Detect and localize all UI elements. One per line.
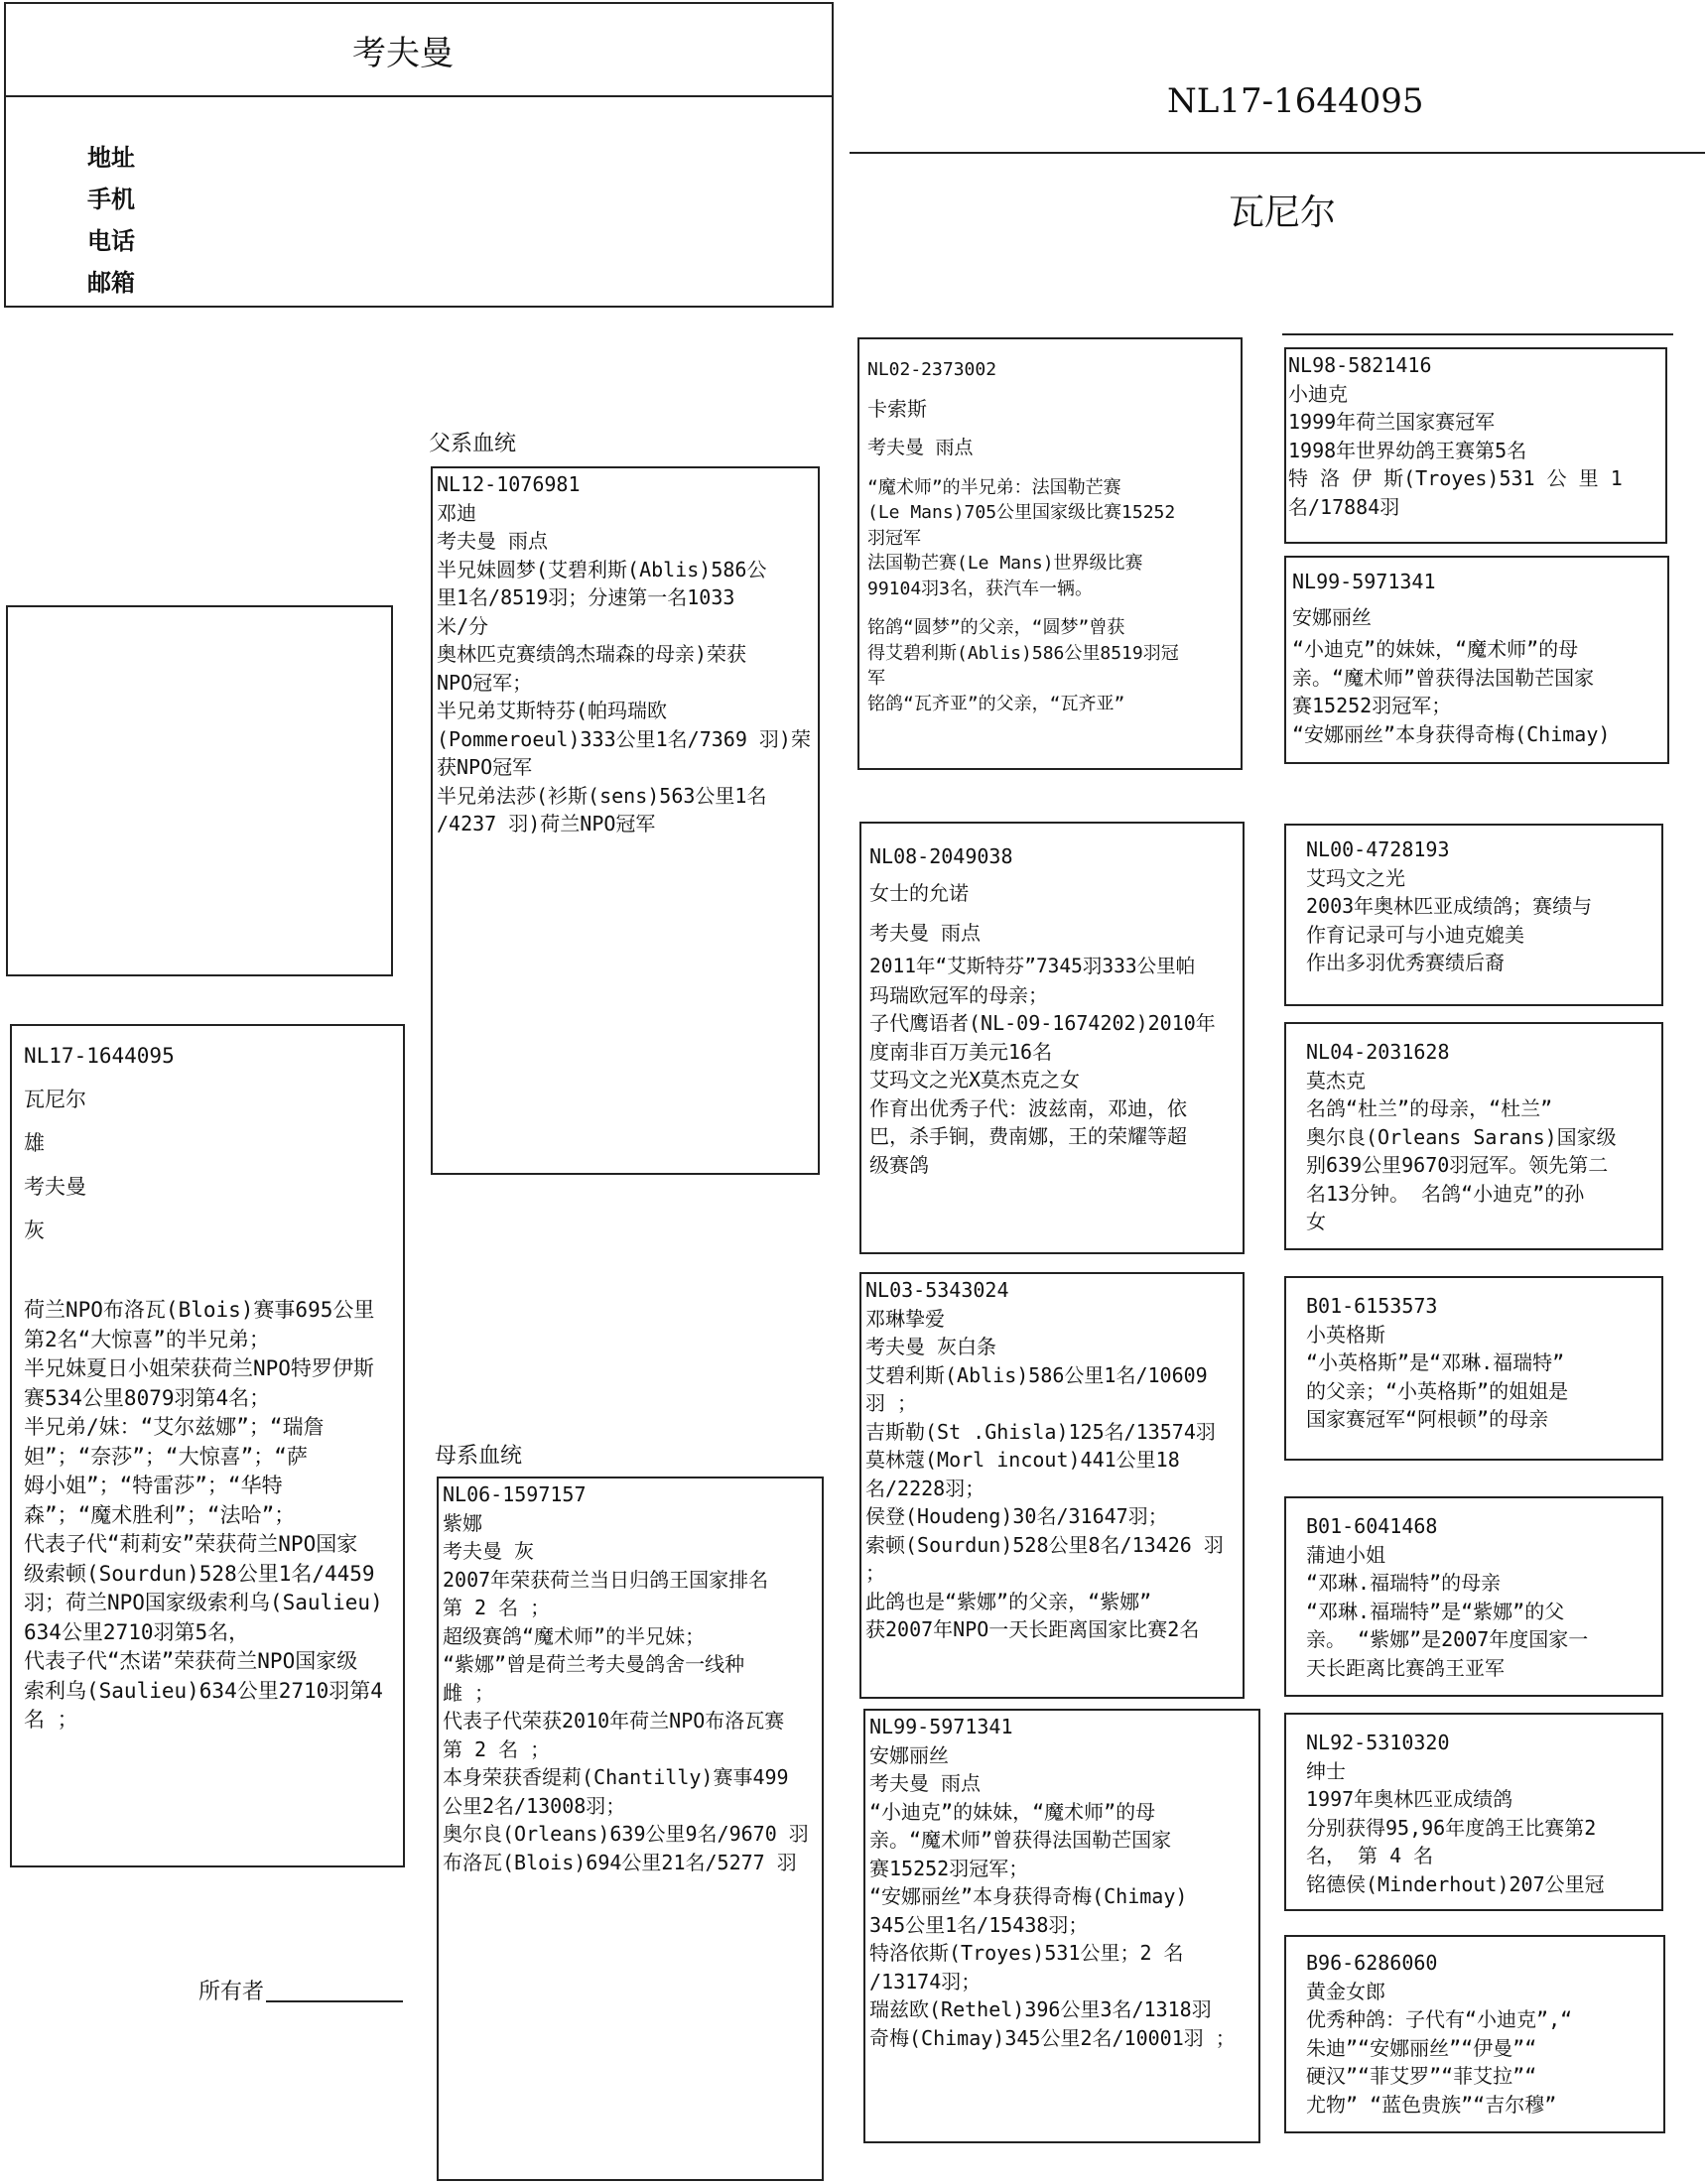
ggp-dds-line: 绅士 xyxy=(1306,1758,1346,1783)
owner-header-box xyxy=(4,2,834,308)
ggp-dss-line: 的父亲；“小英格斯”的姐姐是 xyxy=(1306,1378,1569,1403)
gp-dd-line: 安娜丽丝 xyxy=(869,1742,949,1767)
subject-note: 索利乌(Saulieu)634公里2710羽第4 xyxy=(24,1678,383,1703)
ggp-dds-line: 铭德侯(Minderhout)207公里冠 xyxy=(1306,1871,1605,1896)
sire-line: /4237 羽)荷兰NPO冠军 xyxy=(437,812,656,835)
gp-ss-line: 羽冠军 xyxy=(867,527,921,549)
title-rule xyxy=(850,152,1705,154)
gp-ss-line: 铭鸽“瓦齐亚”的父亲，“瓦齐亚” xyxy=(867,693,1125,714)
gp-sd-line: 子代鹰语者(NL-09-1674202)2010年 xyxy=(869,1011,1216,1035)
ggp-sss-line: 小迪克 xyxy=(1288,381,1348,406)
sire-line: 考夫曼 雨点 xyxy=(437,529,549,553)
sire-line: NL12-1076981 xyxy=(437,472,581,496)
ggp-sdd-card xyxy=(1284,1022,1663,1250)
ggp-sds-line: 作出多羽优秀赛绩后裔 xyxy=(1306,951,1505,974)
gp-ss-line: 考夫曼 雨点 xyxy=(867,437,974,458)
dam-line: 代表子代荣获2010年荷兰NPO布洛瓦赛 xyxy=(443,1709,785,1733)
ggp-dds-line: 名， 第 4 名 xyxy=(1306,1844,1434,1867)
gp-sd-line: 级赛鸽 xyxy=(869,1152,929,1177)
gp-ss-line: 得艾碧利斯(Ablis)586公里8519羽冠 xyxy=(867,642,1179,664)
gp-sd-line: 艾玛文之光X莫杰克之女 xyxy=(869,1068,1081,1092)
ggp-dss-line: 国家赛冠军“阿根顿”的母亲 xyxy=(1306,1407,1549,1431)
photo-frame xyxy=(6,605,393,976)
subject-note: 代表子代“杰诺”荣获荷兰NPO国家级 xyxy=(24,1649,358,1673)
gp-sd-line: 作育出优秀子代：波兹南，邓迪，依 xyxy=(869,1095,1187,1120)
gp-ds-line: 邓琳挚爱 xyxy=(865,1306,945,1331)
ggp-ssd-card xyxy=(1284,556,1669,764)
gp-ss-line: 法国勒芒赛(Le Mans)世界级比赛 xyxy=(867,553,1143,574)
ggp-dds-line: NL92-5310320 xyxy=(1306,1731,1450,1754)
gp-ss-line: (Le Mans)705公里国家级比赛15252 xyxy=(867,502,1176,523)
dam-line: 雌 ； xyxy=(443,1680,495,1705)
dam-card xyxy=(437,1477,824,2181)
ggp-dss-line: B01-6153573 xyxy=(1306,1294,1438,1318)
gp-ds-line: 索顿(Sourdun)528公里8名/13426 羽 xyxy=(865,1532,1224,1557)
subject-name: 瓦尼尔 xyxy=(24,1088,86,1111)
contact-labels xyxy=(87,137,135,304)
contact-label-email: 邮箱 xyxy=(87,269,135,297)
subject-sex: 雄 xyxy=(24,1131,45,1155)
sire-line: 获NPO冠军 xyxy=(437,755,533,779)
subject-ring: NL17-1644095 xyxy=(24,1044,175,1068)
ggp-sss-line: 名/17884羽 xyxy=(1288,494,1400,519)
ggp-ddd-line: 黄金女郎 xyxy=(1306,1979,1385,2003)
gp-ds-line: 名/2228羽； xyxy=(865,1476,985,1500)
subject-note: 赛534公里8079羽第4名； xyxy=(24,1385,271,1410)
sire-line: 半兄弟艾斯特芬(帕玛瑞欧 xyxy=(437,699,668,722)
dam-line: 第 2 名 ； xyxy=(443,1736,551,1761)
dam-line: 第 2 名 ； xyxy=(443,1596,551,1619)
contact-label-address: 地址 xyxy=(87,144,135,172)
gp-ds-line: 此鸽也是“紫娜”的父亲，“紫娜” xyxy=(865,1589,1152,1613)
contact-label-phone: 电话 xyxy=(87,227,135,255)
ggp-sds-line: NL00-4728193 xyxy=(1306,837,1450,861)
gp-ds-line: 莫林蔻(Morl incout)441公里18 xyxy=(865,1448,1180,1472)
sire-line: (Pommeroeul)333公里1名/7369 羽)荣 xyxy=(437,726,811,751)
ggp-dds-line: 分别获得95,96年度鸽王比赛第2 xyxy=(1306,1815,1597,1840)
dam-line: 公里2名/13008羽； xyxy=(443,1793,626,1818)
gp-dd-line: 赛15252羽冠军； xyxy=(869,1856,1029,1880)
gp-ss-line: 军 xyxy=(867,668,885,689)
gp-dd-line: 亲。“魔术师”曾获得法国勒芒国家 xyxy=(869,1828,1172,1852)
dam-line: 超级赛鸽“魔术师”的半兄妹； xyxy=(443,1623,706,1648)
gp-ds-line: 吉斯勒(St .Ghisla)125名/13574羽 xyxy=(865,1419,1216,1444)
grandsire-maternal-card xyxy=(859,1272,1245,1699)
ggp-ddd-line: 优秀种鸽：子代有“小迪克”,“ xyxy=(1306,2007,1573,2031)
subject-note: 级索顿(Sourdun)528公里1名/4459 xyxy=(24,1561,375,1586)
ggp-sdd-line: 名13分钟。 名鸽“小迪克”的孙 xyxy=(1306,1181,1585,1206)
gp-sd-line: NL08-2049038 xyxy=(869,844,1013,868)
ggp-sss-line: 特 洛 伊 斯(Troyes)531 公 里 1 xyxy=(1288,466,1623,490)
gp-sd-line: 巴，杀手锏，费南娜，王的荣耀等超 xyxy=(869,1124,1187,1148)
subject-note: 姆小姐”；“特雷莎”；“华特 xyxy=(24,1474,283,1497)
ggp-ssd-line: “小迪克”的妹妹，“魔术师”的母 xyxy=(1292,637,1579,661)
ggp-ddd-card xyxy=(1284,1935,1665,2133)
dam-line: 紫娜 xyxy=(443,1510,482,1535)
granddam-paternal-card xyxy=(859,822,1245,1254)
gp-ss-line: 卡索斯 xyxy=(867,396,927,421)
subject-note: 妲”；“奈莎”；“大惊喜”；“萨 xyxy=(24,1444,308,1469)
ggp-sss-line: 1999年荷兰国家赛冠军 xyxy=(1288,410,1496,434)
subject-breeder: 考夫曼 xyxy=(24,1175,86,1199)
dam-line: NL06-1597157 xyxy=(443,1482,587,1506)
subject-card xyxy=(10,1024,405,1867)
ggp-dsd-line: 亲。 “紫娜”是2007年度国家一 xyxy=(1306,1627,1589,1651)
gp-ds-line: ； xyxy=(865,1561,885,1585)
ggp-dsd-line: “邓琳.福瑞特”的母亲 xyxy=(1306,1571,1502,1595)
sire-line: 奥林匹克赛绩鸽杰瑞森的母亲)荣获 xyxy=(437,642,747,666)
ggp-dds-card xyxy=(1284,1713,1663,1911)
gp-dd-line: 特洛依斯(Troyes)531公里；2 名 xyxy=(869,1941,1184,1965)
dam-line: 布洛瓦(Blois)694公里21名/5277 羽 xyxy=(443,1850,797,1874)
subject-note: 名 ； xyxy=(24,1708,78,1732)
gp-ds-line: 获2007年NPO一天长距离国家比赛2名 xyxy=(865,1617,1200,1641)
subject-notes xyxy=(24,1296,391,1735)
ggp-ddd-line: 朱迪”“安娜丽丝”“伊曼”“ xyxy=(1306,2035,1537,2060)
gp-dd-line: 345公里1名/15438羽； xyxy=(869,1912,1089,1937)
gp-dd-line: 奇梅(Chimay)345公里2名/10001羽 ； xyxy=(869,2025,1236,2050)
sire-line: NPO冠军； xyxy=(437,670,533,695)
ggp-ssd-line: 赛15252羽冠军； xyxy=(1292,694,1452,717)
gp-ss-line: 铭鸽“圆梦”的父亲，“圆梦”曾获 xyxy=(867,617,1125,638)
owner-signature-line xyxy=(266,2000,403,2002)
ggp-ssd-line: “安娜丽丝”本身获得奇梅(Chimay) xyxy=(1292,721,1611,746)
gp-ss-line: NL02-2373002 xyxy=(867,359,997,380)
ggp-dss-line: 小英格斯 xyxy=(1306,1322,1385,1347)
gp-ds-line: 羽 ； xyxy=(865,1391,918,1415)
ggp-sdd-line: 奥尔良(Orleans Sarans)国家级 xyxy=(1306,1124,1617,1149)
gp-ss-line: 99104羽3名，获汽车一辆。 xyxy=(867,578,1094,599)
subject-note: 羽；荷兰NPO国家级索利乌(Saulieu) xyxy=(24,1591,383,1614)
ggp-dds-line: 1997年奥林匹亚成绩鸽 xyxy=(1306,1787,1513,1811)
sire-line-label: 父系血统 xyxy=(429,432,517,456)
sire-line: 邓迪 xyxy=(437,500,476,525)
ggp-sdd-line: NL04-2031628 xyxy=(1306,1040,1450,1064)
sire-line: 半兄妹圆梦(艾碧利斯(Ablis)586公 xyxy=(437,557,767,581)
gp-ds-line: 侯登(Houdeng)30名/31647羽； xyxy=(865,1504,1168,1528)
sire-line: 米/分 xyxy=(437,613,489,638)
gp-ss-line xyxy=(867,383,1233,397)
gp-ss-line xyxy=(867,601,1233,615)
gp-sd-line: 度南非百万美元16名 xyxy=(869,1039,1053,1064)
ggp-dsd-line: “邓琳.福瑞特”是“紫娜”的父 xyxy=(1306,1599,1565,1623)
subject-note: 森”；“魔术胜利”；“法哈”； xyxy=(24,1502,296,1527)
ggp-ssd-line: NL99-5971341 xyxy=(1292,570,1436,593)
gp-ds-line: 考夫曼 灰白条 xyxy=(865,1335,997,1358)
ggp-sdd-line: 莫杰克 xyxy=(1306,1068,1366,1092)
ggp-sss-card xyxy=(1284,347,1667,544)
ggp-ddd-line: B96-6286060 xyxy=(1306,1951,1438,1975)
subject-note: 半兄妹夏日小姐荣获荷兰NPO特罗伊斯 xyxy=(24,1356,374,1380)
subject-note: 荷兰NPO布洛瓦(Blois)赛事695公里 xyxy=(24,1298,375,1322)
ggp-ssd-line: 安娜丽丝 xyxy=(1292,605,1372,629)
granddam-maternal-card xyxy=(863,1709,1260,2143)
subject-note: 半兄弟/妹：“艾尔兹娜”；“瑞詹 xyxy=(24,1415,325,1439)
subject-note: 634公里2710羽第5名， xyxy=(24,1619,250,1644)
gp-dd-line: 瑞兹欧(Rethel)396公里3名/1318羽 xyxy=(869,1997,1212,2021)
gp-dd-line: /13174羽； xyxy=(869,1969,982,1993)
gp-ss-line: “魔术师”的半兄弟：法国勒芒赛 xyxy=(867,476,1121,498)
gp-dd-line: 考夫曼 雨点 xyxy=(869,1771,982,1795)
subject-color: 灰 xyxy=(24,1219,45,1242)
ggp-dsd-line: 蒲迪小姐 xyxy=(1306,1542,1385,1567)
ggp-sdd-line: 别639公里9670羽冠军。领先第二 xyxy=(1306,1153,1609,1177)
dam-line: “紫娜”曾是荷兰考夫曼鸽舍一线种 xyxy=(443,1652,745,1676)
dam-line: 本身荣获香缇莉(Chantilly)赛事499 xyxy=(443,1765,789,1789)
pigeon-name-title: 瓦尼尔 xyxy=(1229,193,1337,233)
ggp-dsd-card xyxy=(1284,1496,1663,1697)
ggp-dsd-line: B01-6041468 xyxy=(1306,1514,1438,1538)
ggp-sss-line: 1998年世界幼鸽王赛第5名 xyxy=(1288,438,1527,462)
ggp-top-rule xyxy=(1282,333,1673,335)
gp-ds-line: NL03-5343024 xyxy=(865,1278,1009,1302)
gp-sd-line: 女士的允诺 xyxy=(869,881,969,905)
owner-name: 考夫曼 xyxy=(352,34,454,73)
ggp-ssd-line: 亲。“魔术师”曾获得法国勒芒国家 xyxy=(1292,665,1595,690)
ggp-dsd-line: 天长距离比赛鸽王亚军 xyxy=(1306,1655,1505,1680)
dam-line: 奥尔良(Orleans)639公里9名/9670 羽 xyxy=(443,1822,809,1846)
gp-sd-line: 2011年“艾斯特芬”7345羽333公里帕 xyxy=(869,955,1196,977)
sire-line: 半兄弟法莎(衫斯(sens)563公里1名 xyxy=(437,783,767,808)
ggp-sds-card xyxy=(1284,824,1663,1006)
ggp-ddd-line: 尤物” “蓝色贵族”“吉尔穆” xyxy=(1306,2092,1557,2117)
gp-dd-line: “安娜丽丝”本身获得奇梅(Chimay) xyxy=(869,1884,1188,1908)
sire-line: 里1名/8519羽；分速第一名1033 xyxy=(437,585,735,609)
ggp-sss-line: NL98-5821416 xyxy=(1288,353,1432,377)
ggp-dss-line: “小英格斯”是“邓琳.福瑞特” xyxy=(1306,1350,1565,1374)
grandsire-paternal-card xyxy=(857,337,1243,770)
dam-line-label: 母系血统 xyxy=(435,1444,523,1469)
ggp-ddd-line: 硬汉”“菲艾罗”“菲艾拉”“ xyxy=(1306,2064,1537,2088)
gp-ss-line xyxy=(867,422,1233,436)
ggp-sds-line: 作育记录可与小迪克媲美 xyxy=(1306,922,1524,947)
gp-sd-line: 考夫曼 雨点 xyxy=(869,921,982,945)
gp-ss-line xyxy=(867,461,1233,475)
ggp-dss-card xyxy=(1284,1276,1663,1461)
gp-ds-line: 艾碧利斯(Ablis)586公里1名/10609 xyxy=(865,1362,1208,1387)
ggp-sdd-line: 名鸽“杜兰”的母亲，“杜兰” xyxy=(1306,1096,1553,1120)
dam-line: 考夫曼 灰 xyxy=(443,1539,535,1563)
contact-label-mobile: 手机 xyxy=(87,186,135,213)
sire-card xyxy=(431,466,820,1175)
gp-sd-line: 玛瑞欧冠军的母亲； xyxy=(869,982,1048,1007)
owner-signature-label: 所有者 xyxy=(198,1980,265,2004)
header-divider xyxy=(6,95,834,97)
ggp-sds-line: 2003年奥林匹亚成绩鸽；赛绩与 xyxy=(1306,894,1593,918)
ring-number-title: NL17-1644095 xyxy=(1167,81,1424,121)
dam-line: 2007年荣获荷兰当日归鸽王国家排名 xyxy=(443,1567,769,1592)
subject-note: 第2名“大惊喜”的半兄弟； xyxy=(24,1327,270,1351)
gp-dd-line: “小迪克”的妹妹，“魔术师”的母 xyxy=(869,1799,1156,1824)
ggp-sdd-line: 女 xyxy=(1306,1210,1326,1233)
gp-dd-line: NL99-5971341 xyxy=(869,1715,1013,1738)
subject-note: 代表子代“莉莉安”荣获荷兰NPO国家 xyxy=(24,1532,358,1556)
ggp-sds-line: 艾玛文之光 xyxy=(1306,865,1405,890)
